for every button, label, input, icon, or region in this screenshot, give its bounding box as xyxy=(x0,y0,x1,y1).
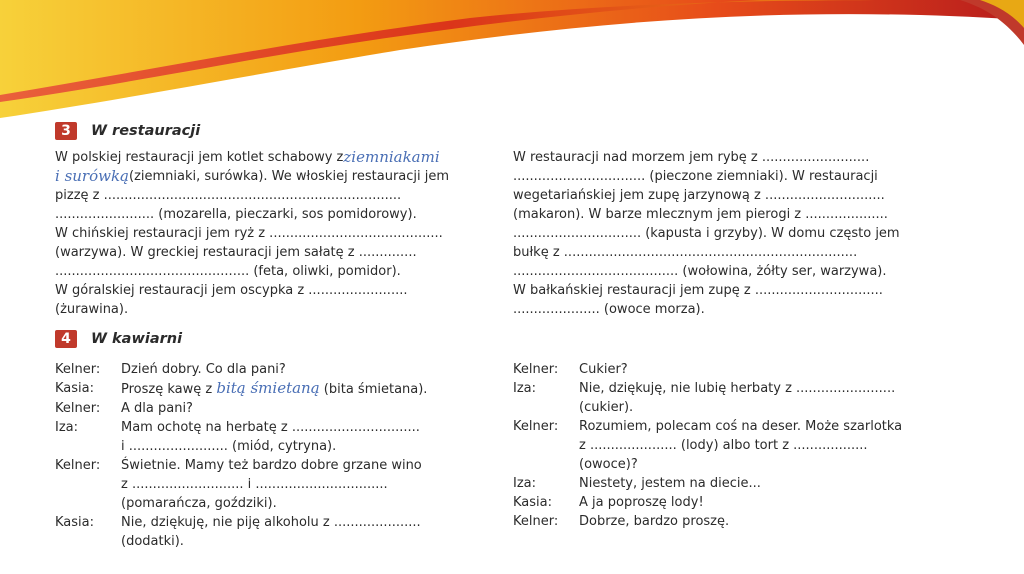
dialog-row xyxy=(55,475,500,494)
dialog-row xyxy=(55,360,500,379)
dialog-text xyxy=(579,455,638,474)
speaker: Iza: xyxy=(513,381,537,396)
dialog-line: Rozumiem, polecam coś na deser. Może szarlotka xyxy=(579,419,903,434)
speaker xyxy=(55,475,121,494)
text-line xyxy=(55,224,498,243)
dialog-line: z ........................... i ................................ xyxy=(121,477,388,492)
speaker xyxy=(55,494,121,513)
text-line xyxy=(55,243,498,262)
dialog-text xyxy=(579,512,729,531)
text-line xyxy=(513,186,971,205)
dialog-row xyxy=(513,493,973,512)
speaker xyxy=(513,455,579,474)
dialog-row xyxy=(55,418,500,437)
line-text: ........................ (mozarella, pieczarki, sos pomidorowy). xyxy=(55,207,417,222)
text-line xyxy=(513,167,971,186)
text-line xyxy=(513,262,971,281)
speaker: Kelner: xyxy=(513,362,559,377)
speaker: Iza: xyxy=(55,420,79,435)
speaker: Kelner: xyxy=(55,458,101,473)
dialog-row xyxy=(513,398,973,417)
dialog-line: (cukier). xyxy=(579,400,634,415)
dialog-line: Niestety, jestem na diecie... xyxy=(579,476,761,491)
dialog-line: i ........................ (miód, cytryna). xyxy=(121,439,337,454)
text-line xyxy=(55,167,498,186)
text-line xyxy=(513,205,971,224)
section-3-right-column xyxy=(513,148,971,319)
dialog-text xyxy=(579,436,868,455)
text-line xyxy=(513,224,971,243)
dialog-text xyxy=(579,493,704,512)
dialog-text xyxy=(579,417,902,436)
dialog-row xyxy=(513,436,973,455)
dialog-row xyxy=(55,532,500,551)
dialog-line: (bita śmietana). xyxy=(319,382,428,397)
dialog-row xyxy=(55,379,500,399)
speaker: Kasia: xyxy=(55,381,94,396)
dialog-text xyxy=(121,494,277,513)
speaker: Kelner: xyxy=(513,419,559,434)
text-line xyxy=(55,281,498,300)
line-text: ..................... (owoce morza). xyxy=(513,302,705,317)
section-number: 4 xyxy=(55,330,77,348)
dialog-text xyxy=(121,418,420,437)
line-text: (warzywa). W greckiej restauracji jem sałatę z .............. xyxy=(55,245,417,260)
handwritten-answer: bitą śmietaną xyxy=(216,379,320,397)
dialog-row xyxy=(55,399,500,418)
dialog-row xyxy=(55,437,500,456)
dialog-row xyxy=(513,455,973,474)
dialog-line: Nie, dziękuję, nie lubię herbaty z ........................ xyxy=(579,381,896,396)
dialog-line: Proszę kawę z xyxy=(121,382,217,397)
dialog-row xyxy=(513,417,973,436)
line-text: ............................... (kapusta i grzyby). W domu często jem xyxy=(513,226,900,241)
speaker: Kelner: xyxy=(55,401,101,416)
dialog-left xyxy=(55,360,500,551)
speaker xyxy=(513,436,579,455)
line-text: W polskiej restauracji jem kotlet schabowy z xyxy=(55,150,344,165)
section-3-header xyxy=(55,122,200,140)
dialog-right xyxy=(513,360,973,531)
section-title: W kawiarni xyxy=(91,331,183,347)
line-text: (żurawina). xyxy=(55,302,129,317)
dialog-line: A ja poproszę lody! xyxy=(579,495,704,510)
text-line xyxy=(513,148,971,167)
section-4-header xyxy=(55,330,182,348)
decorative-banner xyxy=(0,0,1024,130)
dialog-text xyxy=(121,532,184,551)
dialog-text xyxy=(579,474,761,493)
text-line xyxy=(55,300,498,319)
handwritten-answer: ziemniakami xyxy=(343,148,440,166)
dialog-text xyxy=(121,475,388,494)
dialog-text xyxy=(121,456,422,475)
dialog-text xyxy=(121,399,193,418)
dialog-row xyxy=(513,512,973,531)
text-line xyxy=(55,262,498,281)
dialog-row xyxy=(55,513,500,532)
dialog-text xyxy=(121,437,336,456)
dialog-row xyxy=(513,474,973,493)
dialog-line: Świetnie. Mamy też bardzo dobre grzane wino xyxy=(121,458,422,473)
dialog-line: (dodatki). xyxy=(121,534,184,549)
section-3-left-column xyxy=(55,148,498,319)
line-text: W bałkańskiej restauracji jem zupę z ............................... xyxy=(513,283,883,298)
speaker: Iza: xyxy=(513,476,537,491)
line-text: (ziemniaki, surówka). We włoskiej restauracji jem xyxy=(129,169,450,184)
speaker: Kelner: xyxy=(55,362,101,377)
speaker xyxy=(513,398,579,417)
dialog-text xyxy=(579,360,628,379)
text-line xyxy=(513,281,971,300)
line-text: bułkę z ....................................................................... xyxy=(513,245,858,260)
dialog-line: Dzień dobry. Co dla pani? xyxy=(121,362,286,377)
line-text: W restauracji nad morzem jem rybę z .......................... xyxy=(513,150,870,165)
dialog-text xyxy=(579,398,633,417)
dialog-row xyxy=(513,360,973,379)
section-number: 3 xyxy=(55,122,77,140)
speaker xyxy=(55,437,121,456)
text-line xyxy=(513,243,971,262)
dialog-line: A dla pani? xyxy=(121,401,193,416)
dialog-line: Cukier? xyxy=(579,362,628,377)
dialog-text xyxy=(579,379,895,398)
handwritten-answer: i surówką xyxy=(55,167,129,185)
line-text: W góralskiej restauracji jem oscypka z ........................ xyxy=(55,283,408,298)
line-text: ............................................... (feta, oliwki, pomidor). xyxy=(55,264,401,279)
text-line xyxy=(513,300,971,319)
speaker: Kasia: xyxy=(513,495,552,510)
dialog-row xyxy=(513,379,973,398)
dialog-line: Mam ochotę na herbatę z ............................... xyxy=(121,420,420,435)
dialog-text xyxy=(121,379,427,399)
dialog-line: Dobrze, bardzo proszę. xyxy=(579,514,730,529)
text-line xyxy=(55,205,498,224)
dialog-row xyxy=(55,456,500,475)
speaker: Kelner: xyxy=(513,514,559,529)
dialog-row xyxy=(55,494,500,513)
line-text: (makaron). W barze mlecznym jem pierogi z .................... xyxy=(513,207,888,222)
dialog-line: Nie, dziękuję, nie piję alkoholu z ..................... xyxy=(121,515,421,530)
text-line xyxy=(55,148,498,167)
line-text: wegetariańskiej jem zupę jarzynową z ............................. xyxy=(513,188,885,203)
line-text: ................................ (pieczone ziemniaki). W restauracji xyxy=(513,169,878,184)
speaker: Kasia: xyxy=(55,515,94,530)
line-text: W chińskiej restauracji jem ryż z .......................................... xyxy=(55,226,443,241)
dialog-line: z ..................... (lody) albo tort z .................. xyxy=(579,438,868,453)
speaker xyxy=(55,532,121,551)
dialog-text xyxy=(121,513,421,532)
text-line xyxy=(55,186,498,205)
line-text: pizzę z ........................................................................ xyxy=(55,188,402,203)
section-title: W restauracji xyxy=(91,123,201,139)
line-text: ........................................ (wołowina, żółty ser, warzywa). xyxy=(513,264,887,279)
dialog-line: (pomarańcza, goździki). xyxy=(121,496,277,511)
dialog-line: (owoce)? xyxy=(579,457,638,472)
dialog-text xyxy=(121,360,286,379)
